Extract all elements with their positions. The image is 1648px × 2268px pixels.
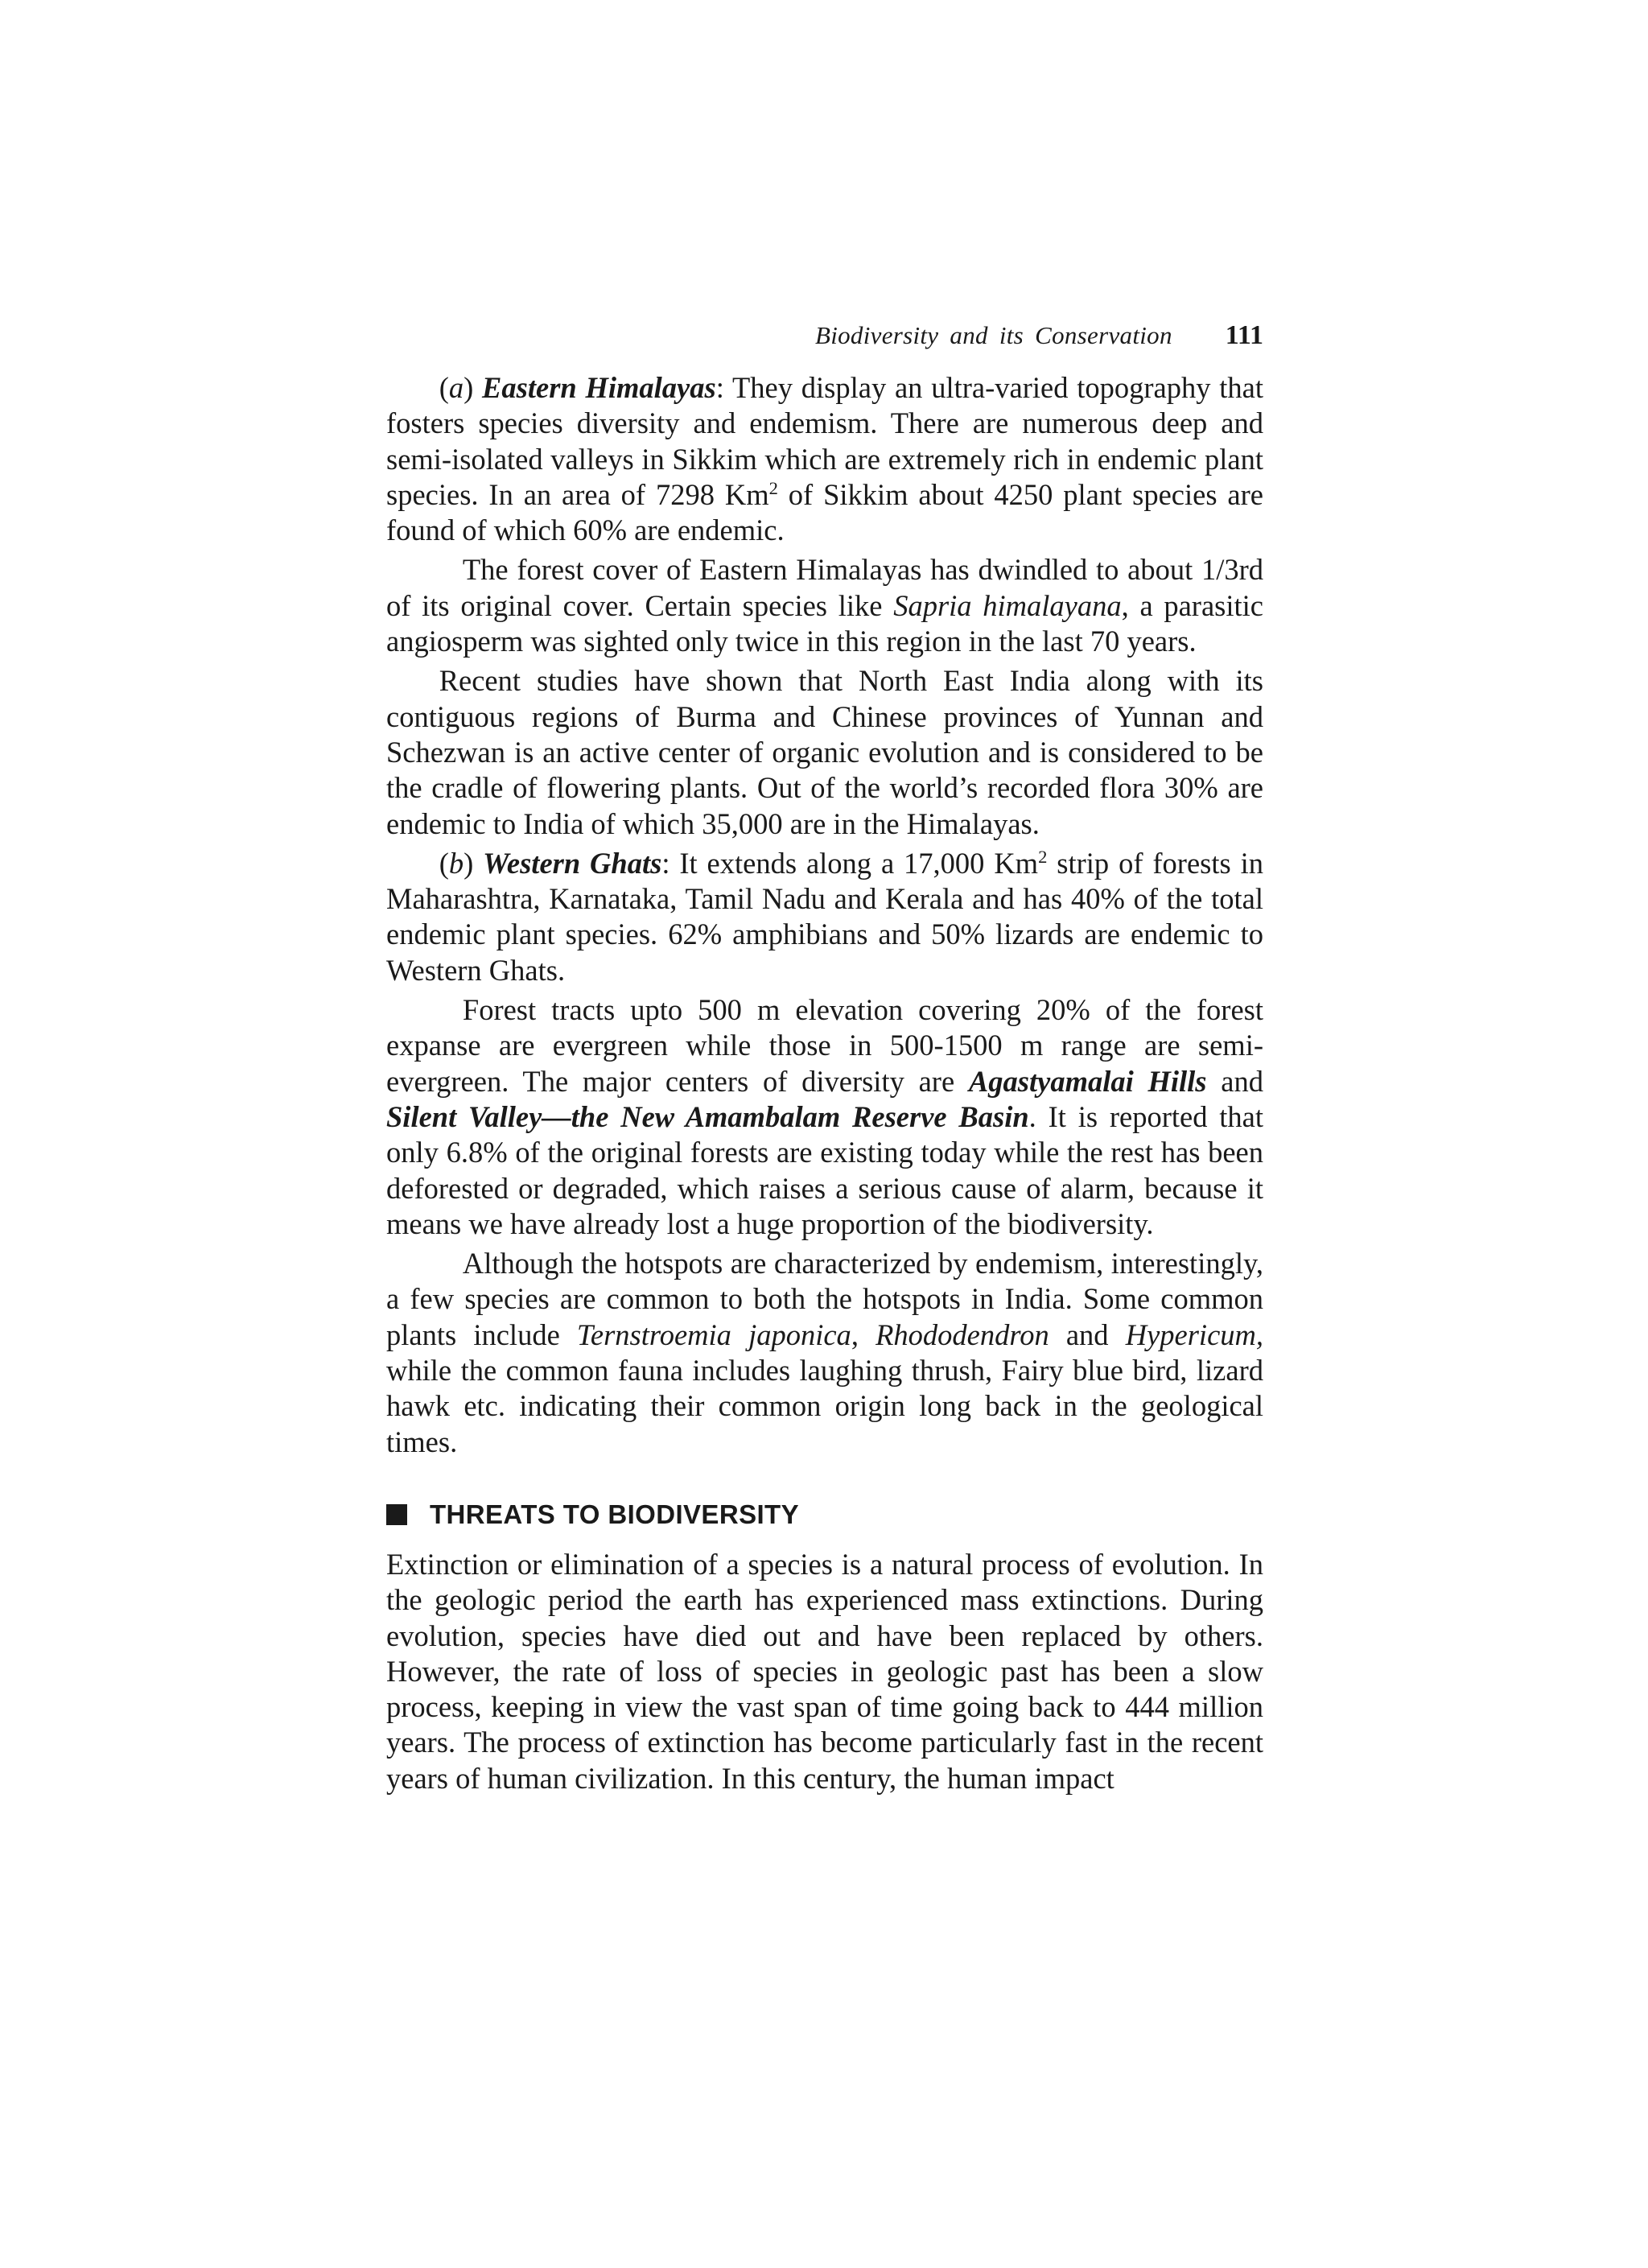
paragraph-text: and — [1206, 1064, 1263, 1098]
paragraph-western-ghats — [386, 846, 1263, 988]
paragraph-text: Recent studies have shown that North East India along with its contiguous regions of Burma and Chinese provinces of Yunnan and Schezwan is an active center of organic evolution and is considered to be the cradle of flowering plants. Out of the world’s recorded flora 30% are endemic to India of which 35,000 are in the Himalayas. — [386, 664, 1263, 840]
superscript: 2 — [768, 477, 778, 498]
species-name: Ternstroemia japonica — [576, 1318, 851, 1351]
paragraph-text: of Sikkim about 4250 plant species are found of which 60% are endemic. — [386, 477, 1263, 547]
square-bullet-icon — [386, 1504, 407, 1525]
paragraph-text: and — [1049, 1318, 1126, 1351]
term-agastyamalai-hills: Agastyamalai Hills — [968, 1064, 1207, 1098]
paragraph-text: Although the hotspots are characterized by endemism, interestingly, a few species are common to both the hotspots in India. Some common plants include — [386, 1247, 1263, 1351]
section-heading-text: THREATS TO BIODIVERSITY — [430, 1499, 800, 1529]
paragraph-text: Forest tracts upto 500 m elevation covering 20% of the forest expanse are evergreen while those in 500-1500 m range are semi-evergreen. The major centers of diversity are — [386, 993, 1263, 1098]
running-title: Biodiversity and its Conservation — [814, 321, 1172, 349]
species-name: Sapria himalayana — [893, 588, 1122, 622]
paragraph-text: : They display an ultra-varied topography that fosters species diversity and endemism. There are numerous deep and semi-isolated valleys in Sikkim which are extremely rich in endemic plant species. In an area of 7298 Km — [386, 371, 1263, 511]
book-page — [386, 320, 1263, 1796]
superscript: 2 — [1038, 846, 1048, 867]
paragraph-common-species — [386, 1246, 1263, 1460]
paragraph-forest-tracts — [386, 992, 1263, 1242]
page-number: 111 — [1225, 320, 1263, 350]
paragraph-text: The forest cover of Eastern Himalayas has dwindled to about 1/3rd of its original cover. Certain species like — [386, 553, 1263, 622]
paragraph-text: while the common fauna includes laughing thrush, Fairy blue bird, lizard hawk etc. indicating their common origin long back in the geological times. — [386, 1354, 1263, 1458]
species-name: Rhododendron — [876, 1318, 1049, 1351]
running-header — [386, 320, 1263, 361]
list-label-close: ) — [464, 371, 474, 404]
section-heading — [386, 1497, 1263, 1532]
paragraph-forest-cover — [386, 552, 1263, 659]
term-eastern-himalayas: Eastern Himalayas — [482, 371, 716, 404]
list-label-letter: a — [448, 371, 464, 404]
paragraph-text: strip of forests in Maharashtra, Karnataka, Tamil Nadu and Kerala and has 40% of the total endemic plant species. 62% amphibians and 50% lizards are endemic to Western Ghats. — [386, 846, 1263, 987]
list-label-open: ( — [439, 371, 449, 404]
paragraph-text: Extinction or elimination of a species is a natural process of evolution. In the geologic period the earth has experienced mass extinctions. During evolution, species have died out and have been replaced by others. However, the rate of loss of species in geologic past has been a slow process, keeping in view the vast span of time going back to 444 million years. The process of extinction has become particularly fast in the recent years of human civilization. In this century, the human impact — [386, 1547, 1263, 1795]
term-silent-valley: Silent Valley—the New Amambalam Reserve Basin — [386, 1099, 1029, 1133]
list-label-close: ) — [464, 846, 474, 880]
paragraph-eastern-himalayas — [386, 370, 1263, 548]
paragraph-text: : It extends along a 17,000 Km — [661, 846, 1039, 880]
list-label-letter: b — [448, 846, 464, 880]
paragraph-north-east-india — [386, 663, 1263, 841]
paragraph-text: , — [851, 1318, 876, 1351]
species-name: Hypericum, — [1125, 1318, 1264, 1351]
paragraph-text: . It is reported that only 6.8% of the original forests are existing today while the rest has been deforested or degraded, which raises a serious cause of alarm, because it means we have already lost a huge proportion of the biodiversity. — [386, 1099, 1263, 1240]
paragraph-threats — [386, 1547, 1263, 1796]
list-label-open: ( — [439, 846, 449, 880]
paragraph-text: , a parasitic angiosperm was sighted only twice in this region in the last 70 years. — [386, 588, 1263, 658]
term-western-ghats: Western Ghats — [483, 846, 662, 880]
